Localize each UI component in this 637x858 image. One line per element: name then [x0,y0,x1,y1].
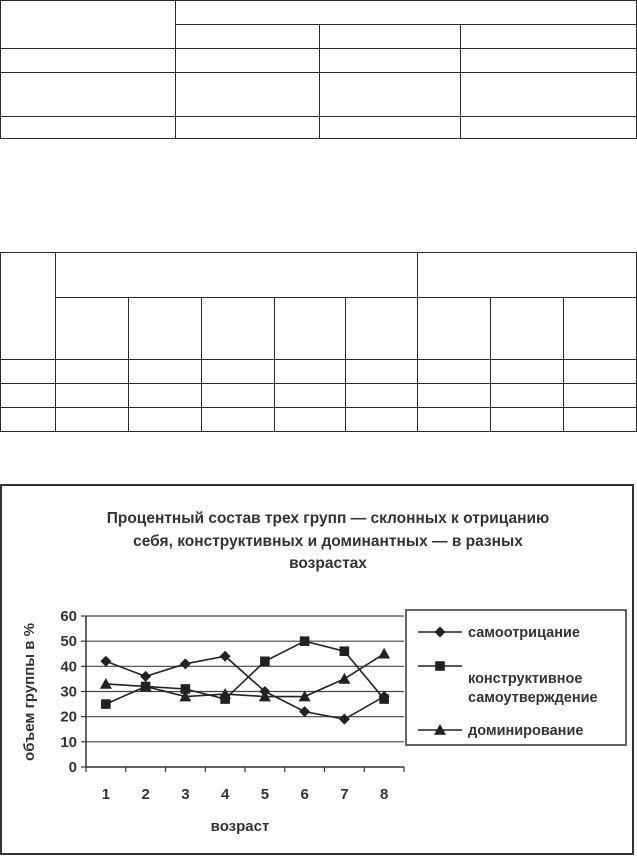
legend-label-2-line-2: самоутверждение [468,690,598,706]
table-cell [274,360,346,384]
table-cell [564,360,637,384]
table-cell [320,117,461,139]
x-tick-label: 1 [101,786,111,803]
y-tick-label: 20 [60,708,77,726]
table-cell [491,384,564,408]
table-cell [418,253,637,298]
table-cell [175,73,320,117]
table-cell [128,360,201,384]
table-cell [274,298,346,360]
table-cell [274,384,346,408]
legend-marker-2 [435,661,445,671]
table-cell [1,117,176,139]
legend-label-3: доминирование [468,723,584,739]
y-tick-label: 30 [60,683,77,701]
table-cell [274,408,346,432]
table-cell [1,73,176,117]
table-cell [1,1,176,49]
upper-table [0,0,637,139]
table-cell [55,408,128,432]
legend-label-2-line-1: конструктивное [468,671,583,687]
table-cell [320,49,461,73]
table-cell [418,298,491,360]
table-cell [201,298,274,360]
data-point [338,673,350,684]
table-cell [201,384,274,408]
data-point [300,636,310,646]
table-cell [320,25,461,49]
x-tick-label: 5 [260,786,270,803]
table-cell [128,384,201,408]
y-tick-label: 50 [60,633,77,651]
table-cell [491,408,564,432]
table-cell [346,298,418,360]
data-point [180,658,191,669]
y-axis-label: объем группы в % [21,623,38,761]
table-cell [1,253,56,360]
y-tick-label: 10 [60,733,77,751]
data-point [100,678,112,689]
plot-area [60,608,404,803]
table-cell [175,117,320,139]
table-cell [1,360,56,384]
table-cell [564,298,637,360]
chart-frame [0,484,634,855]
table-cell [55,253,417,298]
data-point [140,671,151,682]
table-cell [1,408,56,432]
y-tick-label: 60 [60,608,77,625]
data-point [340,646,350,656]
table-cell [1,384,56,408]
table-cell [491,360,564,384]
x-tick-label: 4 [220,786,230,803]
table-cell [175,25,320,49]
x-tick-label: 2 [141,786,150,803]
data-point [379,694,389,704]
table-cell [175,1,636,25]
table-cell [461,117,637,139]
x-tick-label: 6 [300,786,309,803]
lower-table [0,252,637,432]
chart-title-line-3: возрастах [289,555,367,572]
table-cell [418,408,491,432]
table-cell [201,360,274,384]
table-cell [346,384,418,408]
table-cell [320,73,461,117]
data-point [339,714,350,725]
table-cell [491,298,564,360]
table-cell [175,49,320,73]
table-cell [55,360,128,384]
table-cell [55,384,128,408]
data-point [260,657,270,667]
x-tick-label: 7 [340,786,349,803]
table-cell [564,408,637,432]
y-tick-label: 0 [68,759,77,776]
table-cell [1,49,176,73]
line-chart [2,486,632,853]
data-point [299,706,310,717]
table-cell [128,408,201,432]
data-point [101,699,111,709]
y-tick-label: 40 [60,658,77,676]
table-cell [461,73,637,117]
legend [406,610,626,745]
data-point [219,688,231,699]
data-point [100,656,111,667]
x-tick-label: 3 [181,786,190,803]
table-cell [418,384,491,408]
chart-title-line-1: Процентный состав трех групп — склонных к отрицанию [106,510,550,527]
table-cell [128,298,201,360]
table-cell [418,360,491,384]
x-tick-label: 8 [379,786,389,803]
table-cell [346,408,418,432]
table-cell [461,49,637,73]
table-cell [564,384,637,408]
table-cell [346,360,418,384]
chart-title-line-2: себя, конструктивных и доминантных — в разных [133,533,523,550]
legend-label-1: самоотрицание [468,625,580,641]
table-cell [461,25,637,49]
table-cell [201,408,274,432]
x-axis-label: возраст [210,818,270,835]
table-cell [55,298,128,360]
data-point [378,648,390,659]
